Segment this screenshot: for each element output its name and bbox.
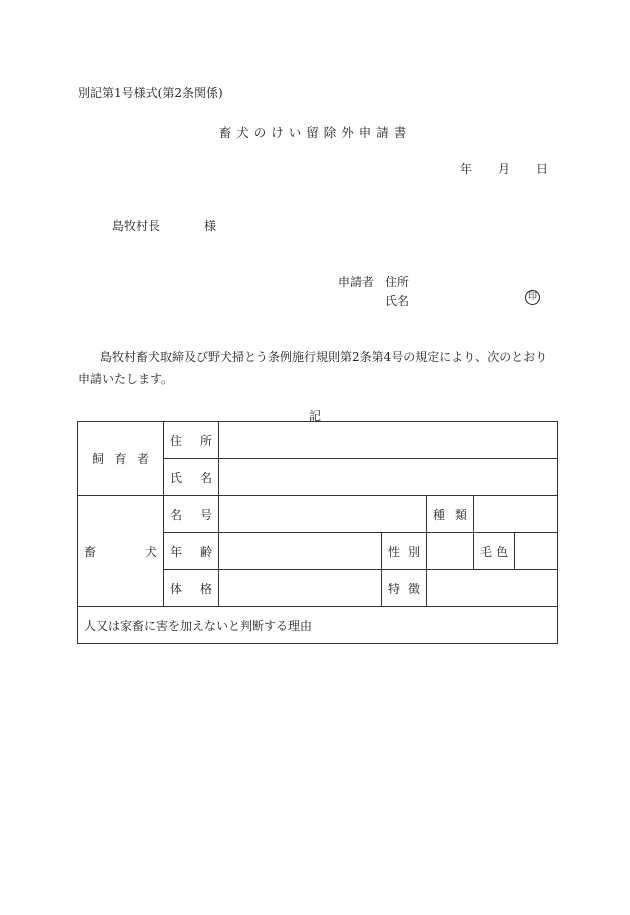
dog-features-label: 特 徴: [382, 570, 427, 607]
owner-header: 飼 育 者: [78, 422, 164, 496]
form-number-label: 別記第1号様式(第2条関係): [78, 86, 223, 100]
applicant-address-label: 住所: [385, 275, 410, 289]
applicant-label: 申請者: [338, 275, 375, 289]
recipient-honorific: 様: [204, 219, 217, 233]
reason-label: 人又は家畜に害を加えないと判断する理由: [84, 618, 313, 633]
dog-coat-field[interactable]: [515, 533, 558, 570]
seal-mark: 印: [525, 290, 540, 305]
document-title: 畜犬のけい留除外申請書: [218, 125, 412, 140]
date-line: [460, 160, 548, 177]
recipient: [112, 217, 216, 234]
dog-features-field[interactable]: [427, 570, 558, 607]
dog-build-label: 体 格: [164, 570, 219, 607]
dog-name-label: 名 号: [164, 496, 219, 533]
owner-name-label: 氏 名: [164, 459, 219, 496]
dog-coat-label: 毛 色: [474, 533, 515, 570]
dog-sex-field[interactable]: [427, 533, 474, 570]
dog-age-label: 年 齢: [164, 533, 219, 570]
owner-address-field[interactable]: [219, 422, 558, 459]
dog-breed-label: 種 類: [427, 496, 474, 533]
application-statement: 島牧村畜犬取締及び野犬掃とう条例施行規則第2条第4号の規定により、次のとおり申請いたします。: [78, 350, 548, 386]
date-year: 年: [459, 162, 472, 176]
application-table: [77, 421, 558, 644]
dog-header: 畜 犬: [78, 496, 164, 607]
dog-name-field[interactable]: [219, 496, 427, 533]
applicant-name-label: 氏名: [385, 294, 410, 308]
dog-build-field[interactable]: [219, 570, 382, 607]
dog-sex-label: 性 別: [382, 533, 427, 570]
date-day: 日: [535, 162, 548, 176]
owner-address-label: 住 所: [164, 422, 219, 459]
ki-heading: 記: [308, 409, 321, 423]
recipient-name: 島牧村長: [112, 219, 161, 233]
reason-field[interactable]: [78, 607, 558, 644]
date-month: 月: [497, 162, 510, 176]
dog-breed-field[interactable]: [474, 496, 558, 533]
owner-name-field[interactable]: [219, 459, 558, 496]
dog-age-field[interactable]: [219, 533, 382, 570]
